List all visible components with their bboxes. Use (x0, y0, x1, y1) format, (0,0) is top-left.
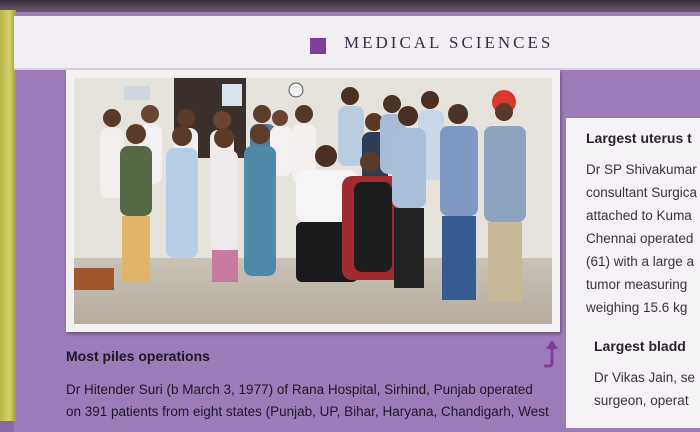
right-article-line: (61) with a large a (586, 254, 695, 269)
right-article-line-2: Dr Vikas Jain, se (594, 370, 696, 385)
left-article-heading: Most piles operations (66, 348, 210, 364)
right-article-line: tumor measuring (586, 277, 688, 292)
right-article-line-2: surgeon, operat (594, 393, 689, 408)
right-article-line: weighing 15.6 kg (586, 300, 688, 315)
right-article-heading: Largest uterus t (586, 130, 692, 146)
book-spine (0, 10, 16, 421)
curved-up-arrow-icon (540, 338, 560, 368)
section-title: MEDICAL SCIENCES (344, 33, 554, 52)
right-article-line: consultant Surgica (586, 185, 698, 200)
right-article-line: Chennai operated (586, 231, 694, 246)
right-article-heading-2: Largest bladd (594, 338, 686, 354)
page-top-edge (0, 0, 700, 12)
right-article-line: Dr SP Shivakumar (586, 162, 697, 177)
square-marker-icon (310, 38, 326, 54)
group-photo (66, 70, 560, 332)
left-article-line: on 391 patients from eight states (Punjab, UP, Bihar, Haryana, Chandigarh, West (66, 404, 549, 419)
group-photo-image (74, 78, 552, 324)
left-article-line: Dr Hitender Suri (b March 3, 1977) of Rana Hospital, Sirhind, Punjab operated (66, 382, 533, 397)
right-article-line: attached to Kuma (586, 208, 692, 223)
